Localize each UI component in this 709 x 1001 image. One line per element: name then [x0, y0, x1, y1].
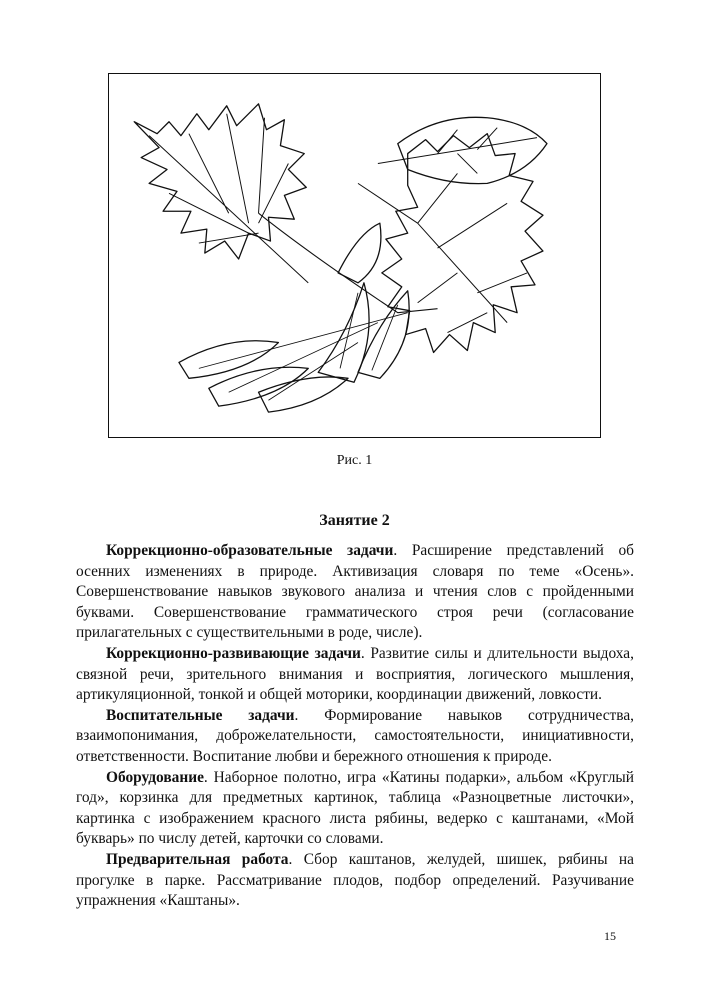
rowan-leaf-4: [318, 283, 369, 382]
paragraph-correctional-developmental: [76, 644, 634, 706]
figure-caption: Рис. 1: [336, 453, 373, 468]
paragraph-text: . Расширение представлений об осенних изменениях в природе. Активизация словаря по теме «Осень». Совершенствование навыков звукового анализа и чтения слов с пройденными буквами. Совершенствование грамматического строя речи (согласование прилагательных с существительными в роде, числе).: [76, 542, 634, 642]
rowan-leaf-3: [259, 377, 349, 412]
rowan-leaf-6: [338, 223, 381, 283]
poplar-leaf: [398, 117, 547, 183]
paragraph-text: . Формирование навыков сотрудничества, взаимопонимания, доброжелательности, самостоятельности, инициативности, ответственности. Воспитание любви и бережного отношения к природе.: [76, 706, 635, 765]
paragraph-label: Воспитательные задачи: [106, 706, 295, 724]
paragraph-text: . Наборное полотно, игра «Катины подарки», альбом «Круглый год», корзинка для предметных картинок, таблица «Разноцветные листочки», картинка с изображением красного листа рябины, ведерко с каштанами, «Мой букварь» по числу детей, карточки со словами.: [76, 768, 634, 848]
figure-frame: [108, 73, 601, 438]
lesson-body: [76, 541, 634, 912]
paragraph-correctional-educational: [76, 541, 634, 644]
paragraph-label: Коррекционно-развивающие задачи: [106, 644, 361, 662]
leaves-illustration: [109, 74, 600, 437]
paragraph-text: . Развитие силы и длительности выдоха, связной речи, зрительного внимания и восприятия, логического мышления, артикуляционной, тонкой и общей моторики, координации движений, ловкости.: [76, 644, 634, 704]
paragraph-educational: [76, 706, 634, 768]
paragraph-label: Предварительная работа: [106, 850, 289, 868]
rowan-leaf-5: [358, 291, 409, 379]
page-number: 15: [604, 929, 616, 943]
maple-leaf: [134, 104, 306, 259]
paragraph-text: . Сбор каштанов, желудей, шишек, рябины на прогулке в парке. Рассматривание плодов, подбор определений. Разучивание упражнения «Каштаны».: [76, 850, 634, 910]
paragraph-equipment: [76, 768, 634, 850]
paragraph-preliminary-work: [76, 850, 634, 912]
paragraph-label: Оборудование: [106, 768, 204, 786]
rowan-leaf-2: [209, 367, 308, 406]
lesson-title: Занятие 2: [319, 512, 390, 529]
paragraph-label: Коррекционно-образовательные задачи: [106, 542, 394, 559]
rowan-leaf-1: [179, 341, 278, 379]
